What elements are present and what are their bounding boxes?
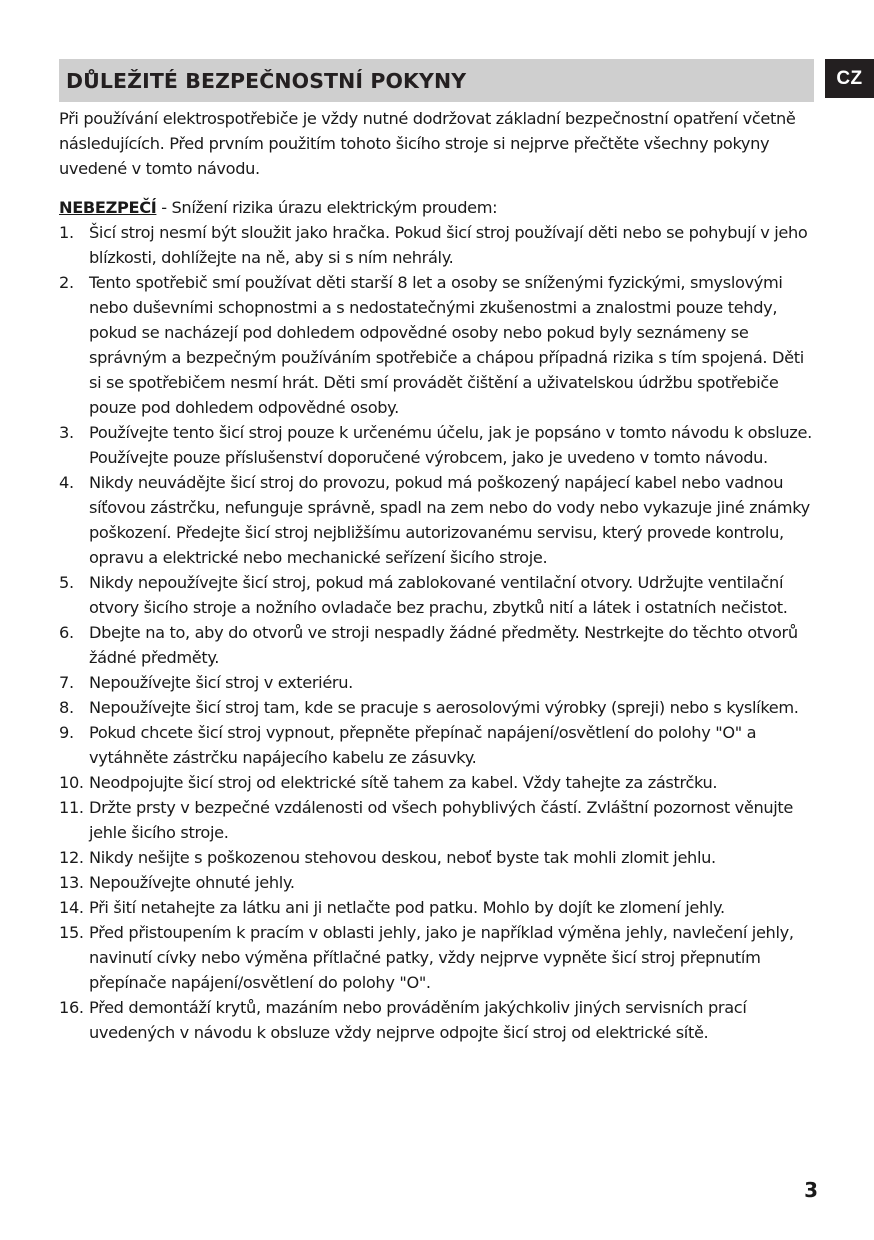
- item-number: 13.: [59, 873, 84, 892]
- language-tab: CZ: [825, 59, 874, 98]
- item-text: Používejte tento šicí stroj pouze k určenému účelu, jak je popsáno v tomto návodu k obsluze. Používejte pouze příslušenství doporučené výrobcem, jako je uvedeno v tomto návodu.: [89, 423, 812, 467]
- item-text: Nikdy neuvádějte šicí stroj do provozu, pokud má poškozený napájecí kabel nebo vadnou síťovou zástrčku, nefunguje správně, spadl na zem nebo do vody nebo vykazuje jiné známky poškození. Předejte šicí stroj nejbližšímu autorizovanému servisu, který provede kontrolu, opravu a elektrické nebo mechanické seřízení šicího stroje.: [89, 473, 810, 567]
- item-number: 16.: [59, 998, 84, 1017]
- item-number: 10.: [59, 773, 84, 792]
- item-text: Nikdy nepoužívejte šicí stroj, pokud má zablokované ventilační otvory. Udržujte ventilační otvory šicího stroje a nožního ovladače bez prachu, zbytků nití a látek i ostatních nečistot.: [89, 573, 788, 617]
- danger-text: - Snížení rizika úrazu elektrickým proudem:: [156, 198, 498, 217]
- list-item: [59, 470, 819, 570]
- item-number: 14.: [59, 898, 84, 917]
- document-body: [59, 106, 819, 1045]
- item-text: Před přistoupením k pracím v oblasti jehly, jako je například výměna jehly, navlečení jehly, navinutí cívky nebo výměna přítlačné patky, vždy nejprve vypněte šicí stroj přepnutím přepínače napájení/osvětlení do polohy "O".: [89, 923, 794, 992]
- item-number: 1.: [59, 223, 74, 242]
- item-text: Tento spotřebič smí používat děti starší 8 let a osoby se sníženými fyzickými, smyslovými nebo duševními schopnostmi a s nedostatečnými zkušenostmi a znalostmi pouze tehdy, pokud se nacházejí pod dohledem odpovědné osoby nebo pokud byly seznámeny se správným a bezpečným používáním spotřebiče a chápou případná rizika s tím spojená. Děti si se spotřebičem nesmí hrát. Děti smí provádět čištění a uživatelskou údržbu spotřebiče pouze pod dohledem odpovědné osoby.: [89, 273, 804, 417]
- item-number: 11.: [59, 798, 84, 817]
- item-number: 5.: [59, 573, 74, 592]
- list-item: [59, 895, 819, 920]
- list-item: [59, 845, 819, 870]
- item-number: 15.: [59, 923, 84, 942]
- safety-rules-list: [59, 220, 819, 1045]
- list-item: [59, 995, 819, 1045]
- item-number: 4.: [59, 473, 74, 492]
- danger-label: NEBEZPEČÍ: [59, 198, 157, 217]
- list-item: [59, 695, 819, 720]
- item-text: Šicí stroj nesmí být sloužit jako hračka. Pokud šicí stroj používají děti nebo se pohybují v jeho blízkosti, dohlížejte na ně, aby si s ním nehrály.: [89, 223, 808, 267]
- list-item: [59, 220, 819, 270]
- item-text: Nikdy nešijte s poškozenou stehovou deskou, neboť byste tak mohli zlomit jehlu.: [89, 848, 716, 867]
- item-text: Držte prsty v bezpečné vzdálenosti od všech pohyblivých částí. Zvláštní pozornost věnujte jehle šicího stroje.: [89, 798, 794, 842]
- item-text: Při šití netahejte za látku ani ji netlačte pod patku. Mohlo by dojít ke zlomení jehly.: [89, 898, 725, 917]
- item-number: 3.: [59, 423, 74, 442]
- item-text: Nepoužívejte šicí stroj tam, kde se pracuje s aerosolovými výrobky (spreji) nebo s kyslíkem.: [89, 698, 799, 717]
- item-number: 12.: [59, 848, 84, 867]
- item-text: Nepoužívejte šicí stroj v exteriéru.: [89, 673, 353, 692]
- item-number: 7.: [59, 673, 74, 692]
- list-item: [59, 270, 819, 420]
- item-number: 6.: [59, 623, 74, 642]
- item-text: Dbejte na to, aby do otvorů ve stroji nespadly žádné předměty. Nestrkejte do těchto otvorů žádné předměty.: [89, 623, 798, 667]
- item-number: 2.: [59, 273, 74, 292]
- list-item: [59, 720, 819, 770]
- item-text: Nepoužívejte ohnuté jehly.: [89, 873, 295, 892]
- section-title: DŮLEŽITÉ BEZPEČNOSTNÍ POKYNY: [66, 68, 467, 93]
- list-item: [59, 870, 819, 895]
- item-number: 8.: [59, 698, 74, 717]
- list-item: [59, 670, 819, 695]
- list-item: [59, 770, 819, 795]
- list-item: [59, 795, 819, 845]
- item-text: Před demontáží krytů, mazáním nebo prováděním jakýchkoliv jiných servisních prací uvedených v návodu k obsluze vždy nejprve odpojte šicí stroj od elektrické sítě.: [89, 998, 747, 1042]
- list-item: [59, 420, 819, 470]
- intro-paragraph: Při používání elektrospotřebiče je vždy nutné dodržovat základní bezpečnostní opatření včetně následujících. Před prvním použitím tohoto šicího stroje si nejprve přečtěte všechny pokyny uvedené v tomto návodu.: [59, 109, 796, 178]
- section-header: [59, 59, 814, 102]
- page-number: 3: [804, 1178, 818, 1202]
- danger-heading: [59, 195, 819, 220]
- list-item: [59, 570, 819, 620]
- list-item: [59, 920, 819, 995]
- item-text: Pokud chcete šicí stroj vypnout, přepněte přepínač napájení/osvětlení do polohy "O" a vytáhněte zástrčku napájecího kabelu ze zásuvky.: [89, 723, 757, 767]
- item-text: Neodpojujte šicí stroj od elektrické sítě tahem za kabel. Vždy tahejte za zástrčku.: [89, 773, 718, 792]
- list-item: [59, 620, 819, 670]
- item-number: 9.: [59, 723, 74, 742]
